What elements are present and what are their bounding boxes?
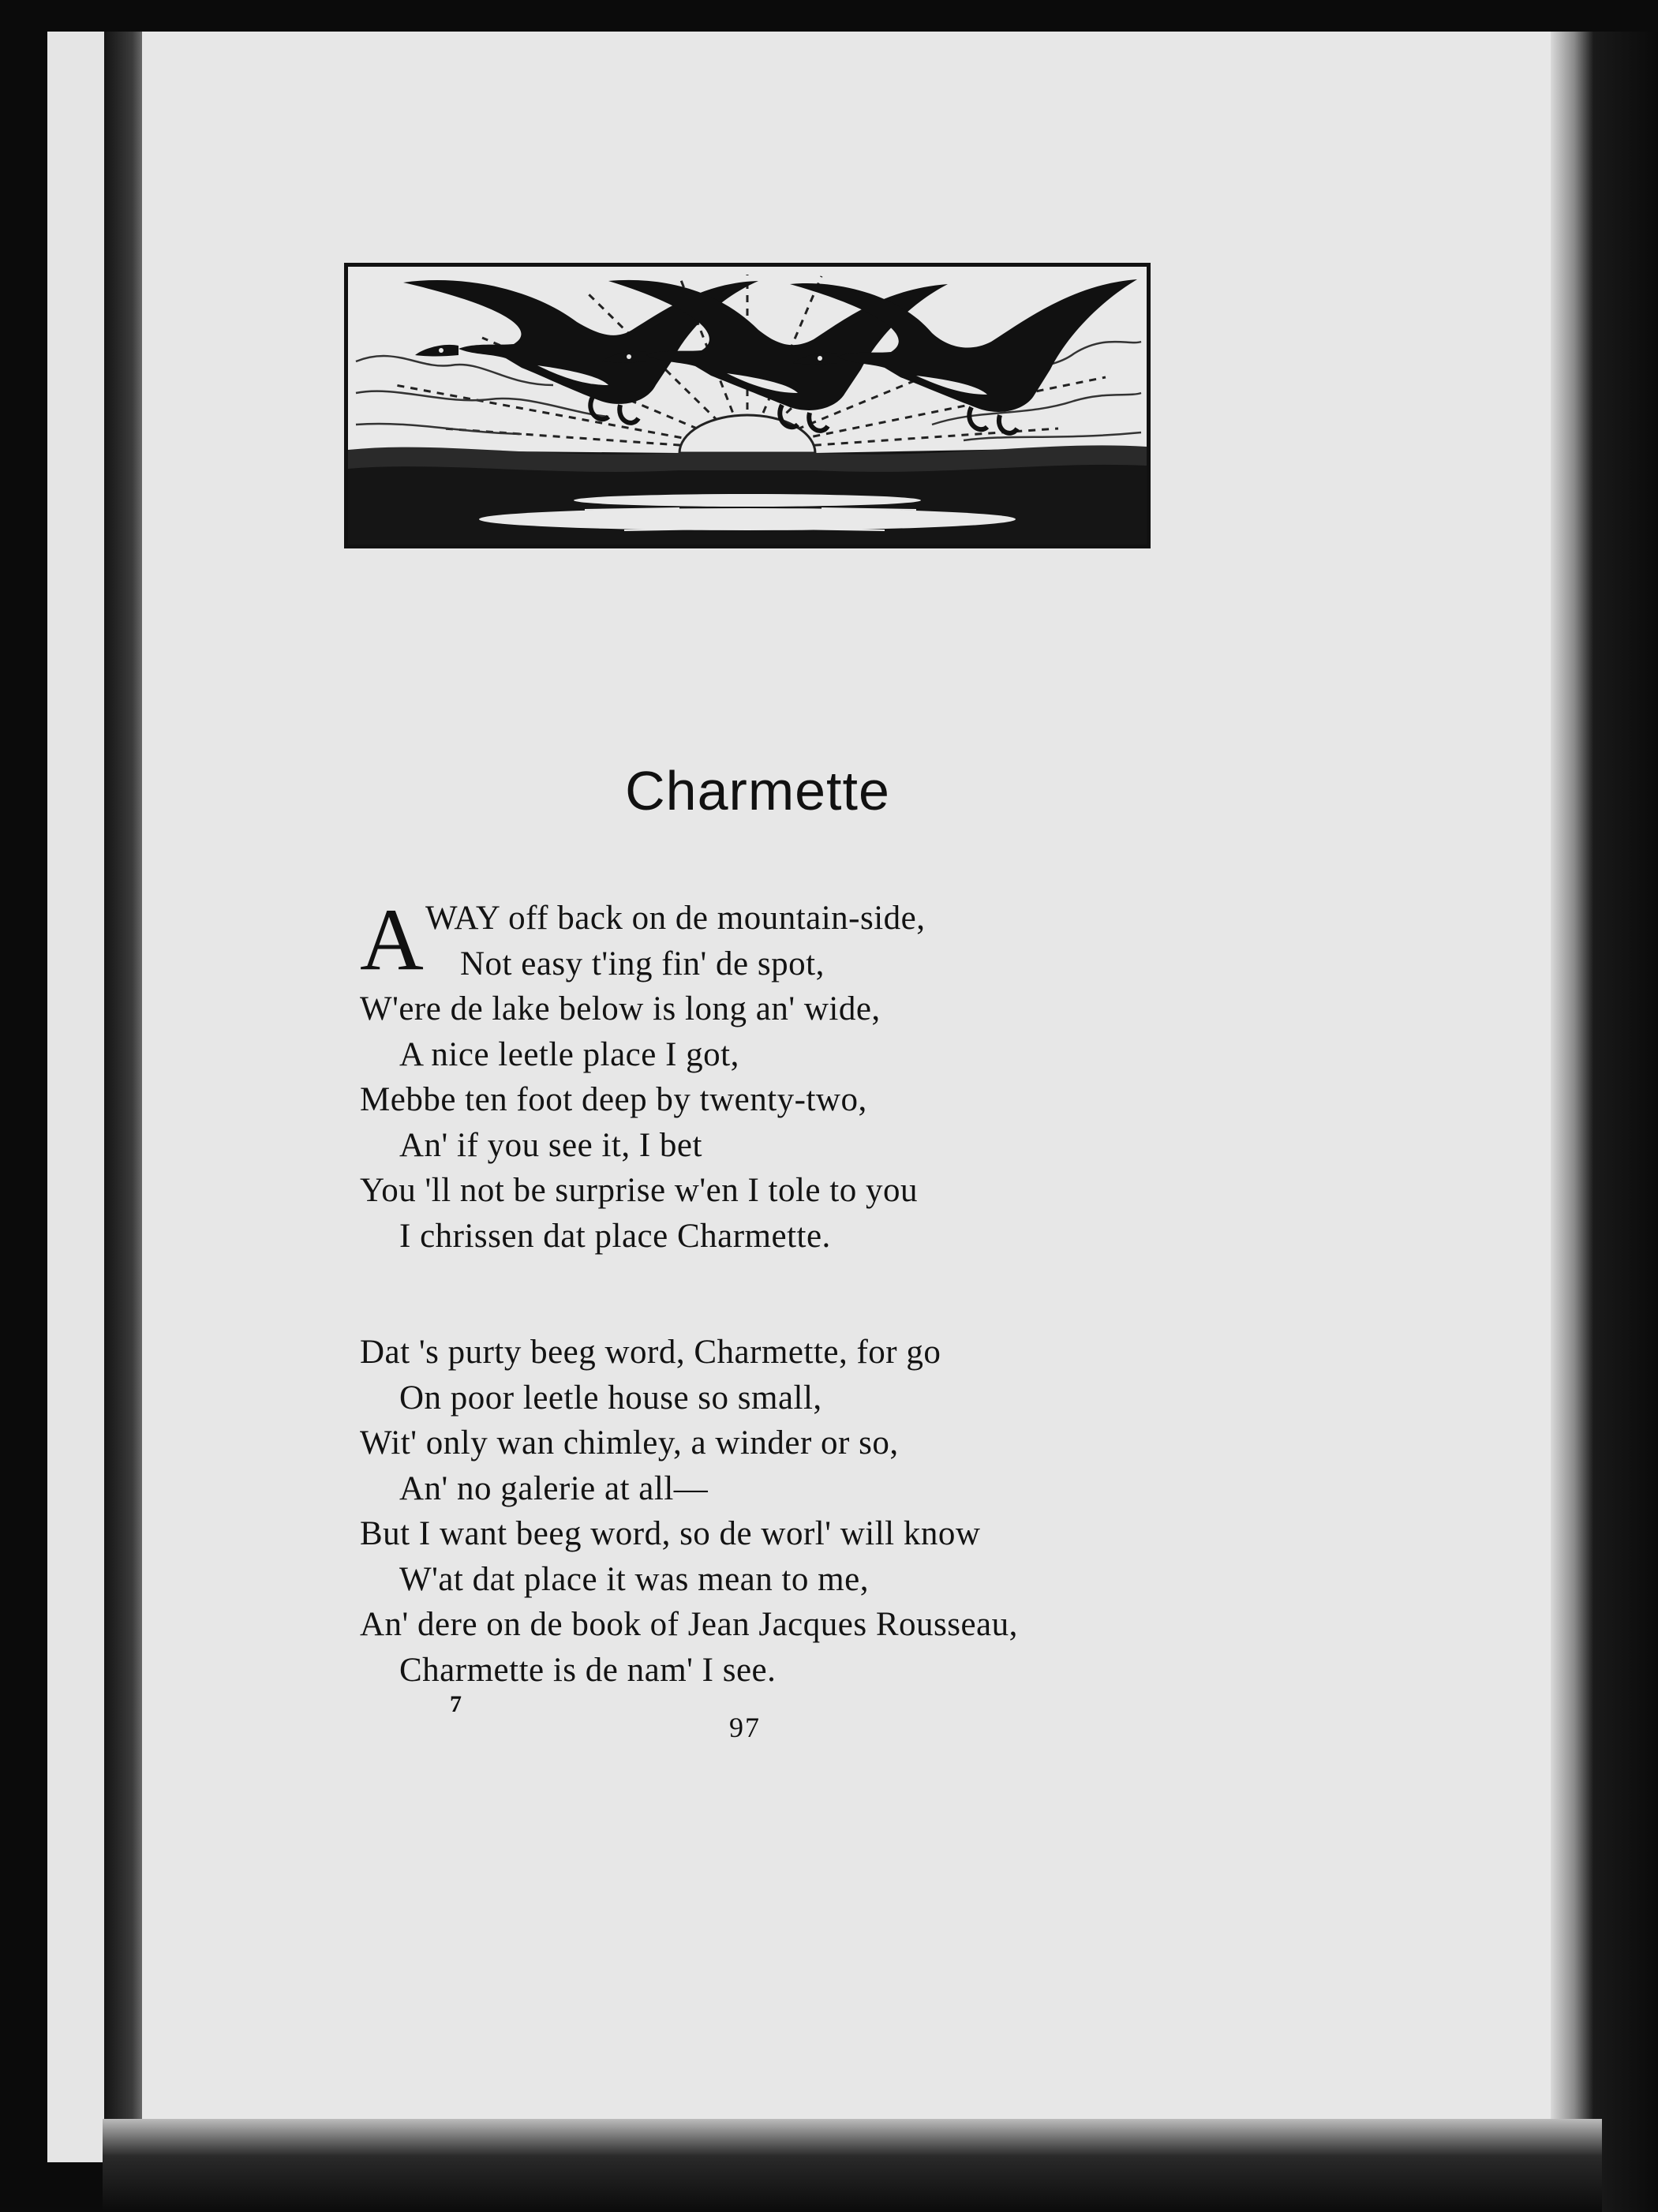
flying-ducks-sunset-woodcut-icon	[348, 267, 1147, 545]
poem-line: Wit' only wan chimley, a winder or so,	[360, 1424, 899, 1462]
poem-line: A nice leetle place I got,	[399, 1035, 739, 1073]
book-gutter	[104, 32, 142, 2162]
poem-line: Charmette is de nam' I see.	[399, 1651, 777, 1689]
headpiece-illustration	[344, 263, 1151, 548]
poem-line: I chrissen dat place Charmette.	[399, 1217, 831, 1255]
poem-line: Dat 's purty beeg word, Charmette, for go	[360, 1334, 941, 1371]
page-number: 97	[729, 1712, 761, 1743]
stanza-2	[360, 1330, 1228, 1693]
page-bottom-edge	[103, 2119, 1602, 2212]
signature-mark: 7	[450, 1691, 462, 1717]
poem-line: W'ere de lake below is long an' wide,	[360, 990, 881, 1027]
poem-line: An' if you see it, I bet	[399, 1126, 702, 1164]
poem-line: You 'll not be surprise w'en I tole to you	[360, 1172, 918, 1209]
page-fore-edge	[1551, 32, 1658, 2212]
poem-line: W'at dat place it was mean to me,	[399, 1560, 869, 1598]
poem-line: Mebbe ten foot deep by twenty-two,	[360, 1081, 867, 1118]
poem-line: An' no galerie at all—	[399, 1469, 709, 1507]
stanza-1	[360, 891, 1228, 1259]
poem-line: But I want beeg word, so de worl' will know	[360, 1515, 981, 1552]
poem-line: On poor leetle house so small,	[399, 1379, 822, 1417]
poem-line: Not easy t'ing fin' de spot,	[460, 945, 825, 982]
poem-line: WAY off back on de mountain-side,	[425, 900, 926, 937]
drop-cap: A	[360, 891, 424, 989]
poem-line: An' dere on de book of Jean Jacques Rousseau,	[360, 1606, 1018, 1643]
poem-title: Charmette	[625, 760, 890, 822]
